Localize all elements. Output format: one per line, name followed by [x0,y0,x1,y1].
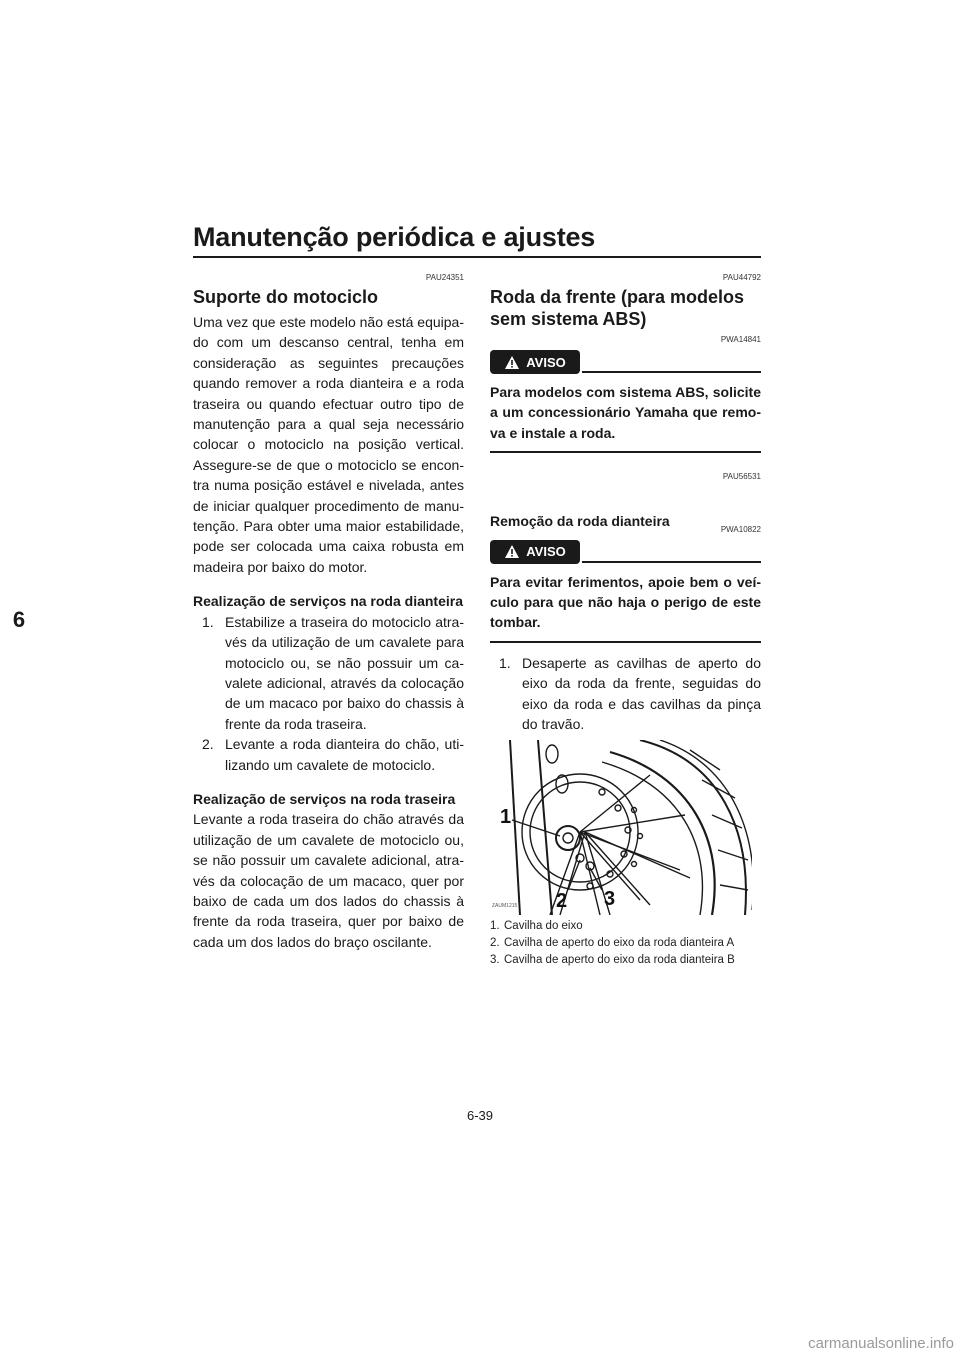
step-text: Desaperte as cavilhas de aperto do eixo da roda da frente, seguidas do eixo da roda e das cavilhas da pinça do travão. [522,654,761,733]
section-code: PAU44792 [722,273,761,282]
list-item [490,953,761,967]
warning-code: PWA14841 [720,335,761,344]
page-number: 6-39 [466,1108,494,1123]
warning-badge [490,350,580,374]
step-number: 1. [202,613,214,630]
warning-icon [504,544,520,559]
step-text: Levante a roda dianteira do chão, uti-lizando um cavalete de motociclo. [225,736,464,773]
front-wheel-heading: Realização de serviços na roda dianteira [193,593,464,610]
section-title-front-wheel: Roda da frente (para modelos sem sistema ABS) [490,287,745,329]
step-number: 2. [202,736,214,753]
caption-number: 3. [490,954,500,967]
list-item [490,653,761,735]
title-rule [193,256,761,258]
list-item [193,612,464,734]
warning-box [490,540,761,643]
chapter-tab: 6 [12,607,26,632]
rear-wheel-heading: Realização de serviços na roda traseira [193,790,456,807]
front-wheel-figure [490,740,752,915]
warning-code: PWA10822 [720,524,761,534]
warning-badge [490,540,580,564]
caption-number: 1. [490,920,500,933]
caption-number: 2. [490,937,500,950]
warning-box [490,350,761,453]
warning-icon [504,355,520,370]
section-code: PAU56531 [722,472,761,482]
watermark: carmanualsonline.info [808,1335,954,1352]
figure-captions [490,919,761,967]
list-item [490,919,761,933]
front-wheel-steps [193,612,464,775]
warning-end-rule [490,641,761,643]
figure-label-2: 2 [556,890,568,913]
warning-text: Para evitar ferimentos, apoie bem o veí-culo para que não haja o perigo de este tombar. [490,573,761,631]
step-text: Estabilize a traseira do motociclo atra-vés da utilização de um cavalete para motociclo ou, se não possuir um ca-valete adicional, através da colocação de um macaco por baixo do chassis à frente da roda traseira. [225,613,464,732]
warning-end-rule [490,451,761,453]
list-item [193,734,464,775]
figure-code: ZAUM1215 [492,903,518,910]
wheel-illustration [490,740,752,915]
caption-text: Cavilha de aperto do eixo da roda dianteira B [504,954,735,967]
warning-label: AVISO [526,544,566,560]
section-code: PAU24351 [425,273,464,282]
left-column [193,272,464,952]
removal-heading: Remoção da roda dianteira [490,513,670,530]
list-item [490,936,761,950]
page-title: Manutenção periódica e ajustes [193,222,596,252]
warning-label: AVISO [526,354,566,370]
removal-steps [490,653,761,735]
figure-label-1: 1 [500,806,512,829]
section-title-stand: Suporte do motociclo [193,287,379,307]
caption-text: Cavilha do eixo [504,920,583,933]
right-column [490,272,761,970]
caption-text: Cavilha de aperto do eixo da roda dianteira A [504,937,735,950]
figure-label-3: 3 [604,888,616,911]
step-number: 1. [499,654,511,671]
stand-intro: Uma vez que este modelo não está equipa-do com um descanso central, tenha em consideração as seguintes precauções quando remover a roda dianteira e a roda traseira ou quando efectuar outro tipo de manutenção para a qual seja necessário colocar o motociclo na posição vertical. Assegure-se de que o motociclo se encon-tra numa posição estável e nivelada, antes de iniciar qualquer procedimento de manu-tenção. Para obter uma maior estabilidade, pode ser colocada uma caixa robusta em madeira por baixo do motor. [193,314,464,575]
rear-wheel-text: Levante a roda traseira do chão através da utilização de um cavalete de motociclo ou, se não possuir um cavalete adicional, atra-vés da colocação de um macaco, quer por baixo de cada um dos lados do chassis à frente da roda traseira, quer por baixo de cada um dos lados do braço oscilante. [193,811,464,950]
warning-text: Para modelos com sistema ABS, solicite a um concessionário Yamaha que remo-va e instale a roda. [490,384,761,441]
